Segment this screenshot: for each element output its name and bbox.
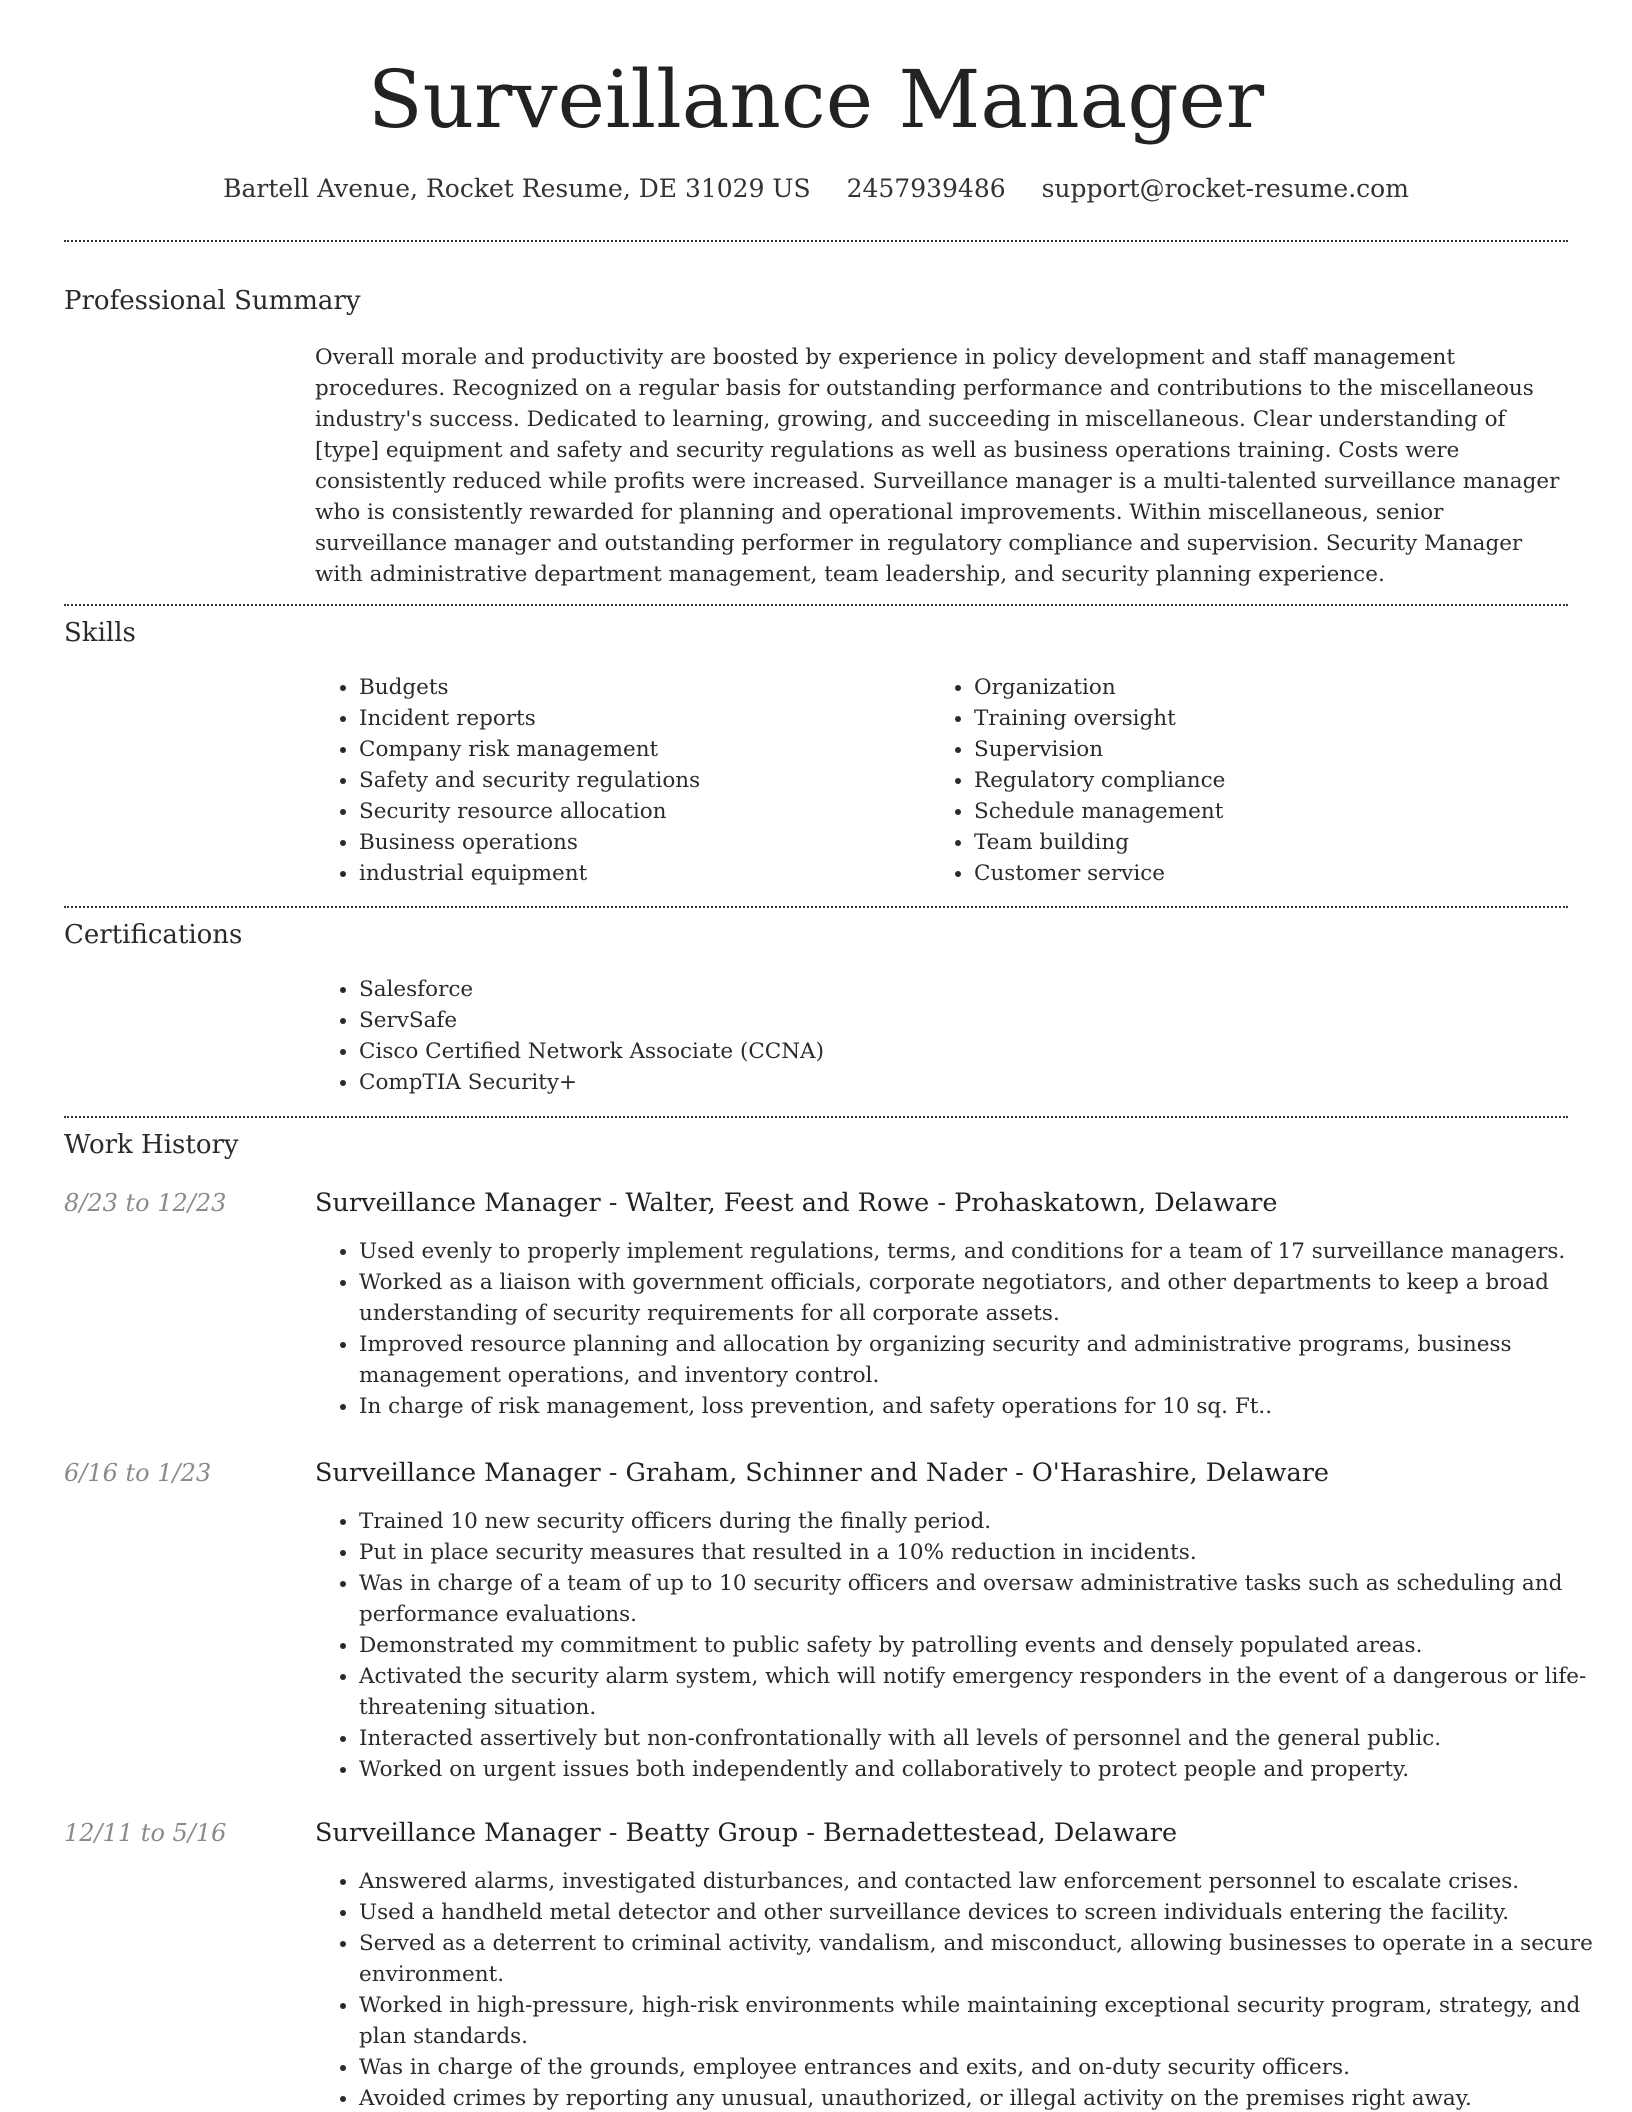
skill-item: • Security resource allocation (359, 796, 919, 827)
summary-text: Overall morale and productivity are boosted by experience in policy development and staff management procedures. Recognized on a regular basis for outstanding performance and contributions to the miscellaneous industry's success. Dedicated to learning, growing, and succeeding in miscellaneous. Clear understanding of [type] equipment and safety and security regulations as well as business operations training. Costs were consistently reduced while profits were increased. Surveillance manager is a multi-talented surveillance manager who is consistently rewarded for planning and operational improvements. Within miscellaneous, senior surveillance manager and outstanding performer in regulatory compliance and supervision. Security Manager with administrative department management, team leadership, and security planning experience. (315, 345, 1560, 587)
job-title: Surveillance Manager - Graham, Schinner and Nader - O'Harashire, Delaware (315, 1458, 1329, 1488)
skill-item: • industrial equipment (359, 858, 919, 889)
job-bullet: • Was in charge of a team of up to 10 security officers and oversaw administrative tasks such as scheduling and performance evaluations. (359, 1568, 1609, 1630)
header-divider (64, 240, 1568, 242)
job-bullet: • Trained 10 new security officers during the finally period. (359, 1506, 1609, 1537)
job-bullet: • In charge of risk management, loss prevention, and safety operations for 10 sq. Ft.. (359, 1391, 1609, 1422)
job-dates: 8/23 to 12/23 (64, 1189, 227, 1217)
contact-line (0, 172, 1632, 206)
skill-item: • Budgets (359, 672, 919, 703)
certifications-divider (64, 1116, 1568, 1118)
certification-item: • Salesforce (359, 974, 1609, 1005)
skill-item: • Schedule management (974, 796, 1534, 827)
skill-item: • Organization (974, 672, 1534, 703)
contact-address: Bartell Avenue, Rocket Resume, DE 31029 US (223, 174, 811, 203)
job-dates: 6/16 to 1/23 (64, 1459, 212, 1487)
skill-item: • Customer service (974, 858, 1534, 889)
job-bullet: • Put in place security measures that resulted in a 10% reduction in incidents. (359, 1537, 1609, 1568)
skills-list-left (315, 672, 919, 889)
skills-list-right (930, 672, 1534, 889)
skill-item: • Team building (974, 827, 1534, 858)
job-bullet: • Demonstrated my commitment to public safety by patrolling events and densely populated areas. (359, 1630, 1609, 1661)
skill-item: • Training oversight (974, 703, 1534, 734)
job-bullet: • Activated the security alarm system, which will notify emergency responders in the event of a dangerous or life-threatening situation. (359, 1661, 1609, 1723)
summary-heading: Professional Summary (64, 286, 361, 316)
contact-phone: 2457939486 (846, 174, 1006, 203)
candidate-name: Surveillance Manager (367, 53, 1265, 146)
summary-divider (64, 604, 1568, 606)
job-bullet: • Interacted assertively but non-confrontationally with all levels of personnel and the general public. (359, 1723, 1609, 1754)
contact-email: support@rocket-resume.com (1041, 174, 1409, 203)
job-bullet: • Improved resource planning and allocation by organizing security and administrative programs, business management operations, and inventory control. (359, 1329, 1609, 1391)
skill-item: • Supervision (974, 734, 1534, 765)
skills-heading: Skills (64, 618, 136, 648)
job-bullet: • Worked as a liaison with government officials, corporate negotiators, and other departments to keep a broad understanding of security requirements for all corporate assets. (359, 1267, 1609, 1329)
job-bullet: • Served as a deterrent to criminal activity, vandalism, and misconduct, allowing businesses to operate in a secure environment. (359, 1928, 1609, 1990)
certification-item: • Cisco Certified Network Associate (CCNA) (359, 1036, 1609, 1067)
skill-item: • Business operations (359, 827, 919, 858)
certification-item: • ServSafe (359, 1005, 1609, 1036)
skill-item: • Safety and security regulations (359, 765, 919, 796)
job-title: Surveillance Manager - Walter, Feest and Rowe - Prohaskatown, Delaware (315, 1188, 1278, 1218)
job-bullet: • Worked on urgent issues both independently and collaboratively to protect people and property. (359, 1754, 1609, 1785)
certifications-heading: Certifications (64, 920, 243, 950)
job-bullet: • Was in charge of the grounds, employee entrances and exits, and on-duty security officers. (359, 2052, 1609, 2083)
job-bullets (315, 1236, 1609, 1422)
work-history-heading: Work History (64, 1130, 239, 1160)
job-dates: 12/11 to 5/16 (64, 1819, 227, 1847)
job-bullet: • Avoided crimes by reporting any unusual, unauthorized, or illegal activity on the premises right away. (359, 2083, 1609, 2112)
skills-divider (64, 906, 1568, 908)
certification-item: • CompTIA Security+ (359, 1067, 1609, 1098)
skill-item: • Regulatory compliance (974, 765, 1534, 796)
skill-item: • Incident reports (359, 703, 919, 734)
skill-item: • Company risk management (359, 734, 919, 765)
certifications-list (315, 974, 1609, 1098)
job-bullets (315, 1866, 1609, 2112)
job-bullet: • Used a handheld metal detector and other surveillance devices to screen individuals entering the facility. (359, 1897, 1609, 1928)
job-bullet: • Answered alarms, investigated disturbances, and contacted law enforcement personnel to escalate crises. (359, 1866, 1609, 1897)
job-bullets (315, 1506, 1609, 1785)
job-title: Surveillance Manager - Beatty Group - Bernadettestead, Delaware (315, 1818, 1178, 1848)
job-bullet: • Worked in high-pressure, high-risk environments while maintaining exceptional security program, strategy, and plan standards. (359, 1990, 1609, 2052)
job-bullet: • Used evenly to properly implement regulations, terms, and conditions for a team of 17 surveillance managers. (359, 1236, 1609, 1267)
